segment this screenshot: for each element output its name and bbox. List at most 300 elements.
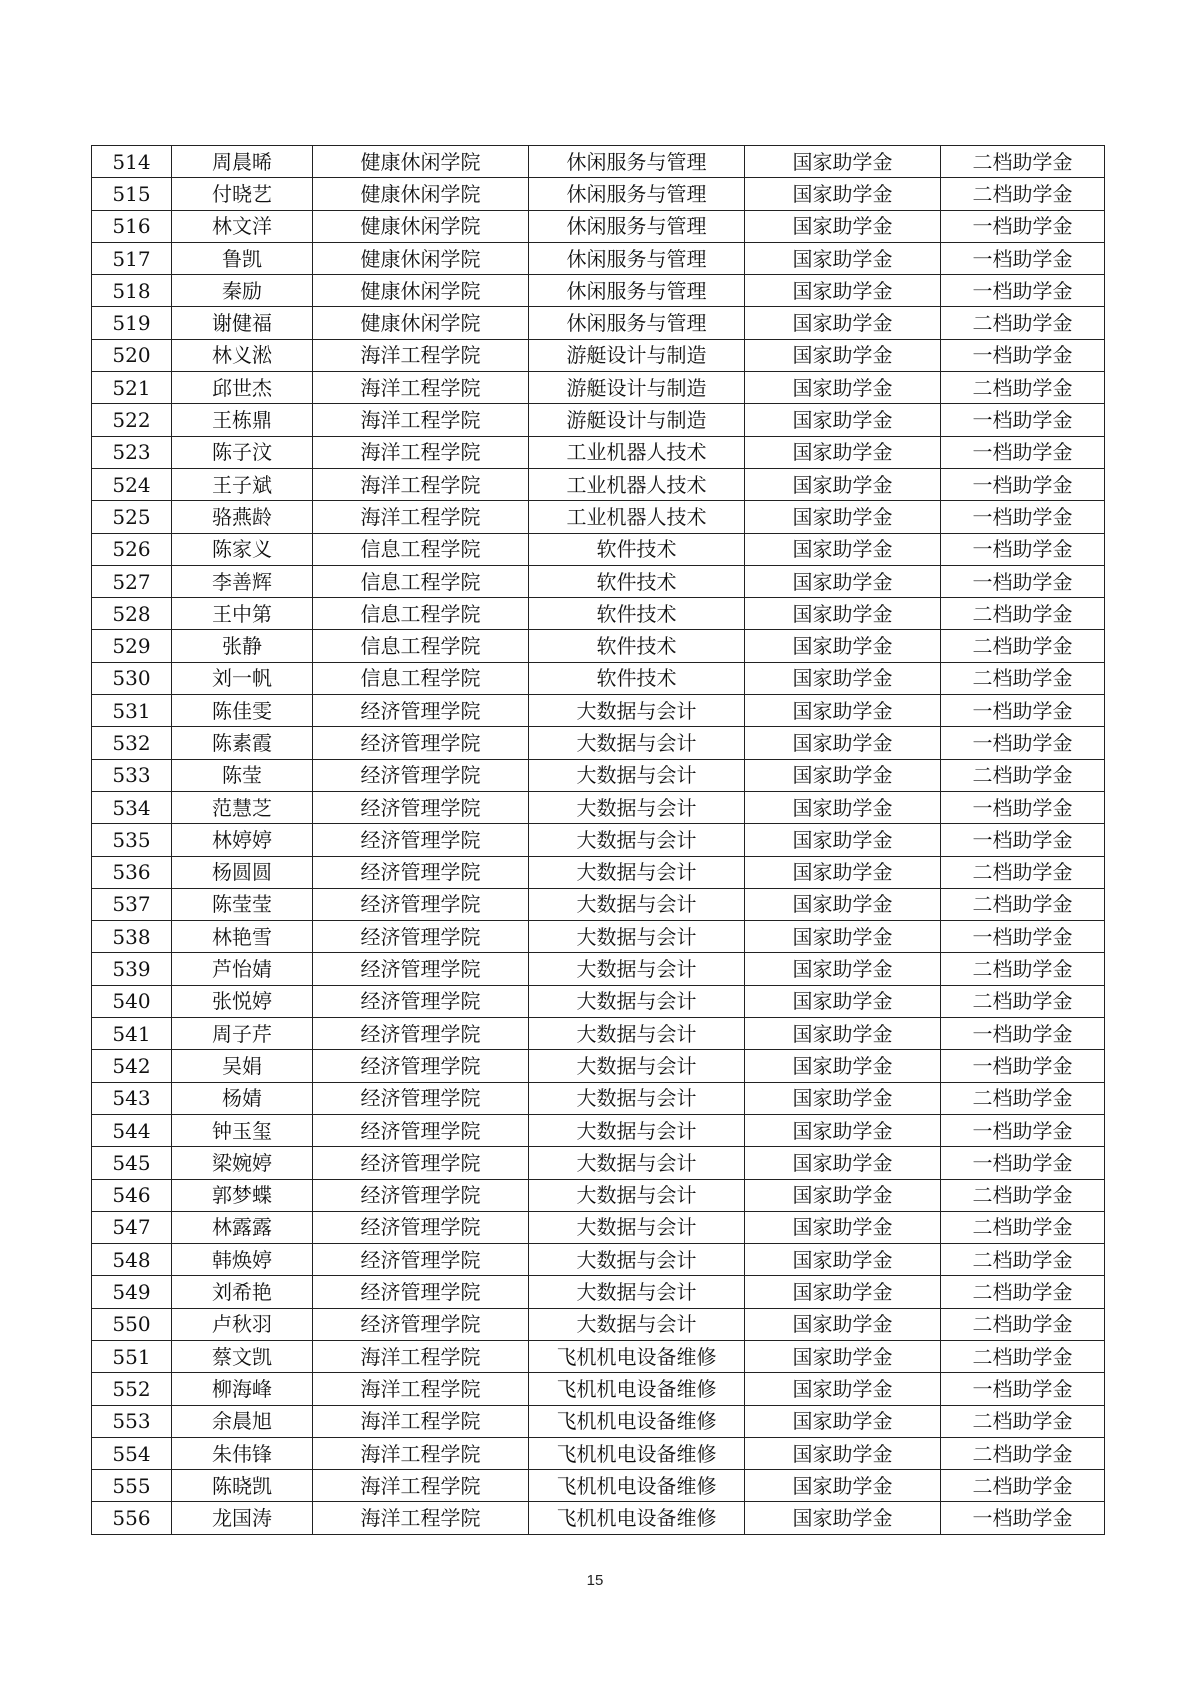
cell-number: 524 (92, 468, 172, 500)
cell-student-name: 柳海峰 (172, 1373, 313, 1405)
cell-student-name: 钟玉玺 (172, 1114, 313, 1146)
cell-grant-type: 国家助学金 (745, 1050, 941, 1082)
cell-grant-type: 国家助学金 (745, 307, 941, 339)
cell-college: 健康休闲学院 (313, 178, 529, 210)
cell-student-name: 韩焕婷 (172, 1244, 313, 1276)
cell-grant-type: 国家助学金 (745, 824, 941, 856)
cell-student-name: 杨圆圆 (172, 856, 313, 888)
cell-student-name: 梁婉婷 (172, 1147, 313, 1179)
cell-student-name: 陈子汶 (172, 436, 313, 468)
cell-student-name: 刘一帆 (172, 662, 313, 694)
cell-grant-level: 一档助学金 (941, 1373, 1105, 1405)
cell-student-name: 卢秋羽 (172, 1308, 313, 1340)
cell-college: 经济管理学院 (313, 1082, 529, 1114)
cell-grant-level: 二档助学金 (941, 1405, 1105, 1437)
cell-number: 530 (92, 662, 172, 694)
table-row (92, 921, 1105, 953)
cell-major: 大数据与会计 (529, 1308, 745, 1340)
table-row (92, 404, 1105, 436)
cell-college: 健康休闲学院 (313, 242, 529, 274)
cell-grant-type: 国家助学金 (745, 275, 941, 307)
cell-grant-type: 国家助学金 (745, 662, 941, 694)
cell-college: 信息工程学院 (313, 630, 529, 662)
cell-grant-level: 二档助学金 (941, 178, 1105, 210)
cell-grant-level: 一档助学金 (941, 275, 1105, 307)
cell-major: 大数据与会计 (529, 921, 745, 953)
cell-major: 大数据与会计 (529, 1082, 745, 1114)
cell-college: 健康休闲学院 (313, 210, 529, 242)
cell-grant-level: 一档助学金 (941, 501, 1105, 533)
cell-number: 541 (92, 1018, 172, 1050)
table-row (92, 1276, 1105, 1308)
cell-college: 健康休闲学院 (313, 275, 529, 307)
table-row (92, 953, 1105, 985)
cell-college: 信息工程学院 (313, 565, 529, 597)
cell-grant-level: 二档助学金 (941, 630, 1105, 662)
cell-grant-level: 二档助学金 (941, 1308, 1105, 1340)
cell-grant-type: 国家助学金 (745, 1147, 941, 1179)
table-row (92, 1244, 1105, 1276)
cell-grant-type: 国家助学金 (745, 533, 941, 565)
cell-major: 大数据与会计 (529, 824, 745, 856)
cell-grant-type: 国家助学金 (745, 242, 941, 274)
cell-college: 经济管理学院 (313, 1244, 529, 1276)
cell-student-name: 王栋鼎 (172, 404, 313, 436)
table-row (92, 856, 1105, 888)
table-row (92, 1340, 1105, 1372)
cell-grant-type: 国家助学金 (745, 1018, 941, 1050)
cell-major: 大数据与会计 (529, 1211, 745, 1243)
table-row (92, 1018, 1105, 1050)
cell-grant-type: 国家助学金 (745, 1502, 941, 1534)
cell-number: 517 (92, 242, 172, 274)
cell-number: 532 (92, 727, 172, 759)
cell-student-name: 陈莹莹 (172, 888, 313, 920)
cell-student-name: 范慧芝 (172, 791, 313, 823)
cell-student-name: 陈素霞 (172, 727, 313, 759)
cell-college: 经济管理学院 (313, 1179, 529, 1211)
cell-student-name: 周晨晞 (172, 146, 313, 178)
cell-student-name: 余晨旭 (172, 1405, 313, 1437)
cell-grant-type: 国家助学金 (745, 985, 941, 1017)
cell-grant-type: 国家助学金 (745, 1179, 941, 1211)
cell-major: 大数据与会计 (529, 888, 745, 920)
cell-grant-level: 二档助学金 (941, 1244, 1105, 1276)
cell-student-name: 杨婧 (172, 1082, 313, 1114)
table-row (92, 662, 1105, 694)
table-row (92, 1373, 1105, 1405)
cell-major: 大数据与会计 (529, 1276, 745, 1308)
cell-number: 536 (92, 856, 172, 888)
cell-major: 飞机机电设备维修 (529, 1405, 745, 1437)
cell-student-name: 骆燕龄 (172, 501, 313, 533)
cell-student-name: 张静 (172, 630, 313, 662)
cell-grant-type: 国家助学金 (745, 888, 941, 920)
cell-college: 海洋工程学院 (313, 1502, 529, 1534)
cell-major: 飞机机电设备维修 (529, 1437, 745, 1469)
table-row (92, 1050, 1105, 1082)
cell-student-name: 龙国涛 (172, 1502, 313, 1534)
cell-grant-level: 二档助学金 (941, 1179, 1105, 1211)
cell-college: 经济管理学院 (313, 727, 529, 759)
cell-major: 休闲服务与管理 (529, 210, 745, 242)
table-row (92, 146, 1105, 178)
cell-number: 522 (92, 404, 172, 436)
cell-major: 工业机器人技术 (529, 501, 745, 533)
cell-major: 软件技术 (529, 662, 745, 694)
table-row (92, 372, 1105, 404)
cell-college: 经济管理学院 (313, 791, 529, 823)
cell-college: 经济管理学院 (313, 921, 529, 953)
cell-number: 531 (92, 695, 172, 727)
cell-number: 549 (92, 1276, 172, 1308)
cell-grant-level: 一档助学金 (941, 1050, 1105, 1082)
table-row (92, 1470, 1105, 1502)
cell-major: 大数据与会计 (529, 953, 745, 985)
cell-college: 经济管理学院 (313, 824, 529, 856)
cell-student-name: 林艳雪 (172, 921, 313, 953)
cell-grant-level: 一档助学金 (941, 339, 1105, 371)
cell-number: 552 (92, 1373, 172, 1405)
cell-college: 海洋工程学院 (313, 339, 529, 371)
cell-major: 软件技术 (529, 565, 745, 597)
cell-grant-level: 一档助学金 (941, 565, 1105, 597)
cell-student-name: 林义淞 (172, 339, 313, 371)
cell-major: 大数据与会计 (529, 1147, 745, 1179)
cell-student-name: 陈佳雯 (172, 695, 313, 727)
cell-major: 软件技术 (529, 533, 745, 565)
cell-major: 游艇设计与制造 (529, 372, 745, 404)
cell-number: 555 (92, 1470, 172, 1502)
cell-major: 游艇设计与制造 (529, 404, 745, 436)
cell-major: 飞机机电设备维修 (529, 1470, 745, 1502)
cell-number: 556 (92, 1502, 172, 1534)
cell-grant-type: 国家助学金 (745, 501, 941, 533)
cell-number: 535 (92, 824, 172, 856)
cell-major: 休闲服务与管理 (529, 275, 745, 307)
cell-number: 527 (92, 565, 172, 597)
cell-college: 经济管理学院 (313, 695, 529, 727)
cell-grant-type: 国家助学金 (745, 921, 941, 953)
table-row (92, 695, 1105, 727)
table-row (92, 1502, 1105, 1534)
table-row (92, 985, 1105, 1017)
table-row (92, 210, 1105, 242)
cell-major: 大数据与会计 (529, 1050, 745, 1082)
cell-number: 523 (92, 436, 172, 468)
table-row (92, 1405, 1105, 1437)
cell-number: 548 (92, 1244, 172, 1276)
cell-student-name: 陈莹 (172, 759, 313, 791)
table-row (92, 1308, 1105, 1340)
cell-grant-type: 国家助学金 (745, 436, 941, 468)
cell-major: 休闲服务与管理 (529, 178, 745, 210)
cell-student-name: 朱伟锋 (172, 1437, 313, 1469)
cell-grant-type: 国家助学金 (745, 1437, 941, 1469)
cell-grant-type: 国家助学金 (745, 727, 941, 759)
cell-student-name: 林露露 (172, 1211, 313, 1243)
cell-number: 519 (92, 307, 172, 339)
cell-major: 软件技术 (529, 630, 745, 662)
cell-grant-level: 一档助学金 (941, 921, 1105, 953)
cell-grant-type: 国家助学金 (745, 1470, 941, 1502)
cell-major: 工业机器人技术 (529, 468, 745, 500)
cell-major: 大数据与会计 (529, 985, 745, 1017)
cell-grant-type: 国家助学金 (745, 565, 941, 597)
cell-grant-level: 一档助学金 (941, 727, 1105, 759)
cell-student-name: 李善辉 (172, 565, 313, 597)
cell-major: 休闲服务与管理 (529, 242, 745, 274)
table-row (92, 1437, 1105, 1469)
table-row (92, 275, 1105, 307)
cell-grant-level: 二档助学金 (941, 888, 1105, 920)
cell-college: 信息工程学院 (313, 598, 529, 630)
cell-grant-type: 国家助学金 (745, 598, 941, 630)
cell-major: 休闲服务与管理 (529, 146, 745, 178)
cell-college: 信息工程学院 (313, 533, 529, 565)
cell-grant-level: 一档助学金 (941, 1018, 1105, 1050)
cell-grant-type: 国家助学金 (745, 1244, 941, 1276)
cell-grant-level: 二档助学金 (941, 1276, 1105, 1308)
cell-number: 537 (92, 888, 172, 920)
cell-grant-type: 国家助学金 (745, 210, 941, 242)
cell-major: 大数据与会计 (529, 791, 745, 823)
cell-major: 大数据与会计 (529, 1179, 745, 1211)
cell-grant-level: 二档助学金 (941, 1470, 1105, 1502)
table-row (92, 178, 1105, 210)
cell-college: 海洋工程学院 (313, 436, 529, 468)
cell-number: 526 (92, 533, 172, 565)
cell-number: 544 (92, 1114, 172, 1146)
cell-college: 海洋工程学院 (313, 1470, 529, 1502)
cell-student-name: 林文洋 (172, 210, 313, 242)
cell-grant-level: 二档助学金 (941, 1340, 1105, 1372)
cell-student-name: 王中第 (172, 598, 313, 630)
cell-major: 工业机器人技术 (529, 436, 745, 468)
cell-college: 经济管理学院 (313, 985, 529, 1017)
cell-grant-type: 国家助学金 (745, 1114, 941, 1146)
cell-student-name: 陈晓凯 (172, 1470, 313, 1502)
cell-college: 海洋工程学院 (313, 1373, 529, 1405)
cell-student-name: 付晓艺 (172, 178, 313, 210)
cell-grant-type: 国家助学金 (745, 1211, 941, 1243)
cell-grant-type: 国家助学金 (745, 1276, 941, 1308)
cell-major: 游艇设计与制造 (529, 339, 745, 371)
table-row (92, 565, 1105, 597)
table-row (92, 436, 1105, 468)
cell-student-name: 芦怡婧 (172, 953, 313, 985)
cell-number: 546 (92, 1179, 172, 1211)
cell-major: 大数据与会计 (529, 1018, 745, 1050)
cell-number: 518 (92, 275, 172, 307)
cell-number: 538 (92, 921, 172, 953)
cell-number: 528 (92, 598, 172, 630)
cell-college: 经济管理学院 (313, 1276, 529, 1308)
cell-grant-type: 国家助学金 (745, 1308, 941, 1340)
table-row (92, 727, 1105, 759)
table-row (92, 307, 1105, 339)
cell-major: 大数据与会计 (529, 1114, 745, 1146)
cell-grant-level: 二档助学金 (941, 1437, 1105, 1469)
cell-grant-level: 一档助学金 (941, 1502, 1105, 1534)
cell-grant-level: 一档助学金 (941, 824, 1105, 856)
cell-student-name: 陈家义 (172, 533, 313, 565)
grant-recipients-table (91, 145, 1105, 1535)
cell-grant-level: 二档助学金 (941, 372, 1105, 404)
cell-grant-level: 一档助学金 (941, 210, 1105, 242)
cell-number: 553 (92, 1405, 172, 1437)
cell-number: 550 (92, 1308, 172, 1340)
table-row (92, 791, 1105, 823)
table-row (92, 759, 1105, 791)
cell-number: 551 (92, 1340, 172, 1372)
cell-college: 经济管理学院 (313, 1147, 529, 1179)
cell-college: 海洋工程学院 (313, 1405, 529, 1437)
cell-grant-level: 一档助学金 (941, 1147, 1105, 1179)
cell-grant-level: 一档助学金 (941, 242, 1105, 274)
cell-student-name: 王子斌 (172, 468, 313, 500)
cell-college: 健康休闲学院 (313, 146, 529, 178)
table-row (92, 242, 1105, 274)
cell-college: 经济管理学院 (313, 1018, 529, 1050)
cell-college: 经济管理学院 (313, 856, 529, 888)
table-row (92, 339, 1105, 371)
cell-college: 海洋工程学院 (313, 468, 529, 500)
cell-college: 健康休闲学院 (313, 307, 529, 339)
cell-college: 经济管理学院 (313, 1211, 529, 1243)
cell-number: 554 (92, 1437, 172, 1469)
cell-student-name: 谢健福 (172, 307, 313, 339)
cell-grant-type: 国家助学金 (745, 856, 941, 888)
cell-number: 521 (92, 372, 172, 404)
cell-major: 休闲服务与管理 (529, 307, 745, 339)
cell-major: 软件技术 (529, 598, 745, 630)
table-row (92, 1082, 1105, 1114)
table-row (92, 1114, 1105, 1146)
cell-grant-level: 一档助学金 (941, 791, 1105, 823)
cell-major: 大数据与会计 (529, 727, 745, 759)
table-row (92, 1179, 1105, 1211)
table-row (92, 468, 1105, 500)
cell-college: 经济管理学院 (313, 888, 529, 920)
cell-grant-type: 国家助学金 (745, 1340, 941, 1372)
cell-major: 大数据与会计 (529, 1244, 745, 1276)
table-body (92, 146, 1105, 1535)
cell-major: 大数据与会计 (529, 856, 745, 888)
cell-college: 海洋工程学院 (313, 404, 529, 436)
cell-grant-level: 二档助学金 (941, 856, 1105, 888)
cell-student-name: 周子芹 (172, 1018, 313, 1050)
cell-grant-level: 一档助学金 (941, 533, 1105, 565)
table-row (92, 598, 1105, 630)
cell-student-name: 秦励 (172, 275, 313, 307)
cell-number: 547 (92, 1211, 172, 1243)
cell-major: 飞机机电设备维修 (529, 1502, 745, 1534)
cell-grant-type: 国家助学金 (745, 146, 941, 178)
cell-major: 大数据与会计 (529, 695, 745, 727)
cell-grant-type: 国家助学金 (745, 1405, 941, 1437)
cell-grant-level: 二档助学金 (941, 985, 1105, 1017)
cell-grant-level: 二档助学金 (941, 953, 1105, 985)
cell-student-name: 邱世杰 (172, 372, 313, 404)
cell-number: 533 (92, 759, 172, 791)
cell-grant-type: 国家助学金 (745, 468, 941, 500)
page-number: 15 (586, 1572, 604, 1589)
table-row (92, 630, 1105, 662)
cell-grant-type: 国家助学金 (745, 695, 941, 727)
cell-student-name: 鲁凯 (172, 242, 313, 274)
cell-number: 515 (92, 178, 172, 210)
cell-student-name: 吴娟 (172, 1050, 313, 1082)
cell-grant-level: 一档助学金 (941, 695, 1105, 727)
cell-college: 经济管理学院 (313, 1308, 529, 1340)
cell-grant-level: 一档助学金 (941, 1114, 1105, 1146)
cell-grant-level: 二档助学金 (941, 759, 1105, 791)
table-row (92, 533, 1105, 565)
cell-number: 529 (92, 630, 172, 662)
cell-student-name: 郭梦蝶 (172, 1179, 313, 1211)
cell-student-name: 蔡文凯 (172, 1340, 313, 1372)
cell-grant-type: 国家助学金 (745, 1082, 941, 1114)
cell-grant-type: 国家助学金 (745, 953, 941, 985)
cell-number: 539 (92, 953, 172, 985)
cell-number: 542 (92, 1050, 172, 1082)
cell-student-name: 林婷婷 (172, 824, 313, 856)
cell-grant-type: 国家助学金 (745, 178, 941, 210)
cell-grant-level: 二档助学金 (941, 146, 1105, 178)
cell-college: 海洋工程学院 (313, 372, 529, 404)
cell-college: 海洋工程学院 (313, 501, 529, 533)
cell-grant-level: 一档助学金 (941, 404, 1105, 436)
cell-student-name: 张悦婷 (172, 985, 313, 1017)
cell-grant-level: 一档助学金 (941, 436, 1105, 468)
cell-number: 545 (92, 1147, 172, 1179)
cell-college: 经济管理学院 (313, 1114, 529, 1146)
cell-number: 540 (92, 985, 172, 1017)
cell-number: 525 (92, 501, 172, 533)
table-row (92, 1211, 1105, 1243)
cell-grant-level: 二档助学金 (941, 1082, 1105, 1114)
cell-major: 飞机机电设备维修 (529, 1340, 745, 1372)
cell-college: 海洋工程学院 (313, 1340, 529, 1372)
cell-grant-level: 一档助学金 (941, 468, 1105, 500)
cell-college: 经济管理学院 (313, 1050, 529, 1082)
cell-major: 大数据与会计 (529, 759, 745, 791)
cell-grant-level: 二档助学金 (941, 662, 1105, 694)
cell-grant-type: 国家助学金 (745, 404, 941, 436)
cell-grant-type: 国家助学金 (745, 630, 941, 662)
cell-major: 飞机机电设备维修 (529, 1373, 745, 1405)
cell-number: 543 (92, 1082, 172, 1114)
table-row (92, 824, 1105, 856)
cell-number: 516 (92, 210, 172, 242)
cell-grant-level: 二档助学金 (941, 307, 1105, 339)
table-row (92, 888, 1105, 920)
cell-grant-type: 国家助学金 (745, 339, 941, 371)
cell-number: 534 (92, 791, 172, 823)
cell-number: 520 (92, 339, 172, 371)
table-row (92, 501, 1105, 533)
cell-grant-type: 国家助学金 (745, 791, 941, 823)
cell-college: 经济管理学院 (313, 759, 529, 791)
cell-grant-type: 国家助学金 (745, 1373, 941, 1405)
cell-college: 海洋工程学院 (313, 1437, 529, 1469)
cell-number: 514 (92, 146, 172, 178)
cell-student-name: 刘希艳 (172, 1276, 313, 1308)
cell-college: 经济管理学院 (313, 953, 529, 985)
cell-grant-level: 二档助学金 (941, 1211, 1105, 1243)
cell-grant-type: 国家助学金 (745, 372, 941, 404)
